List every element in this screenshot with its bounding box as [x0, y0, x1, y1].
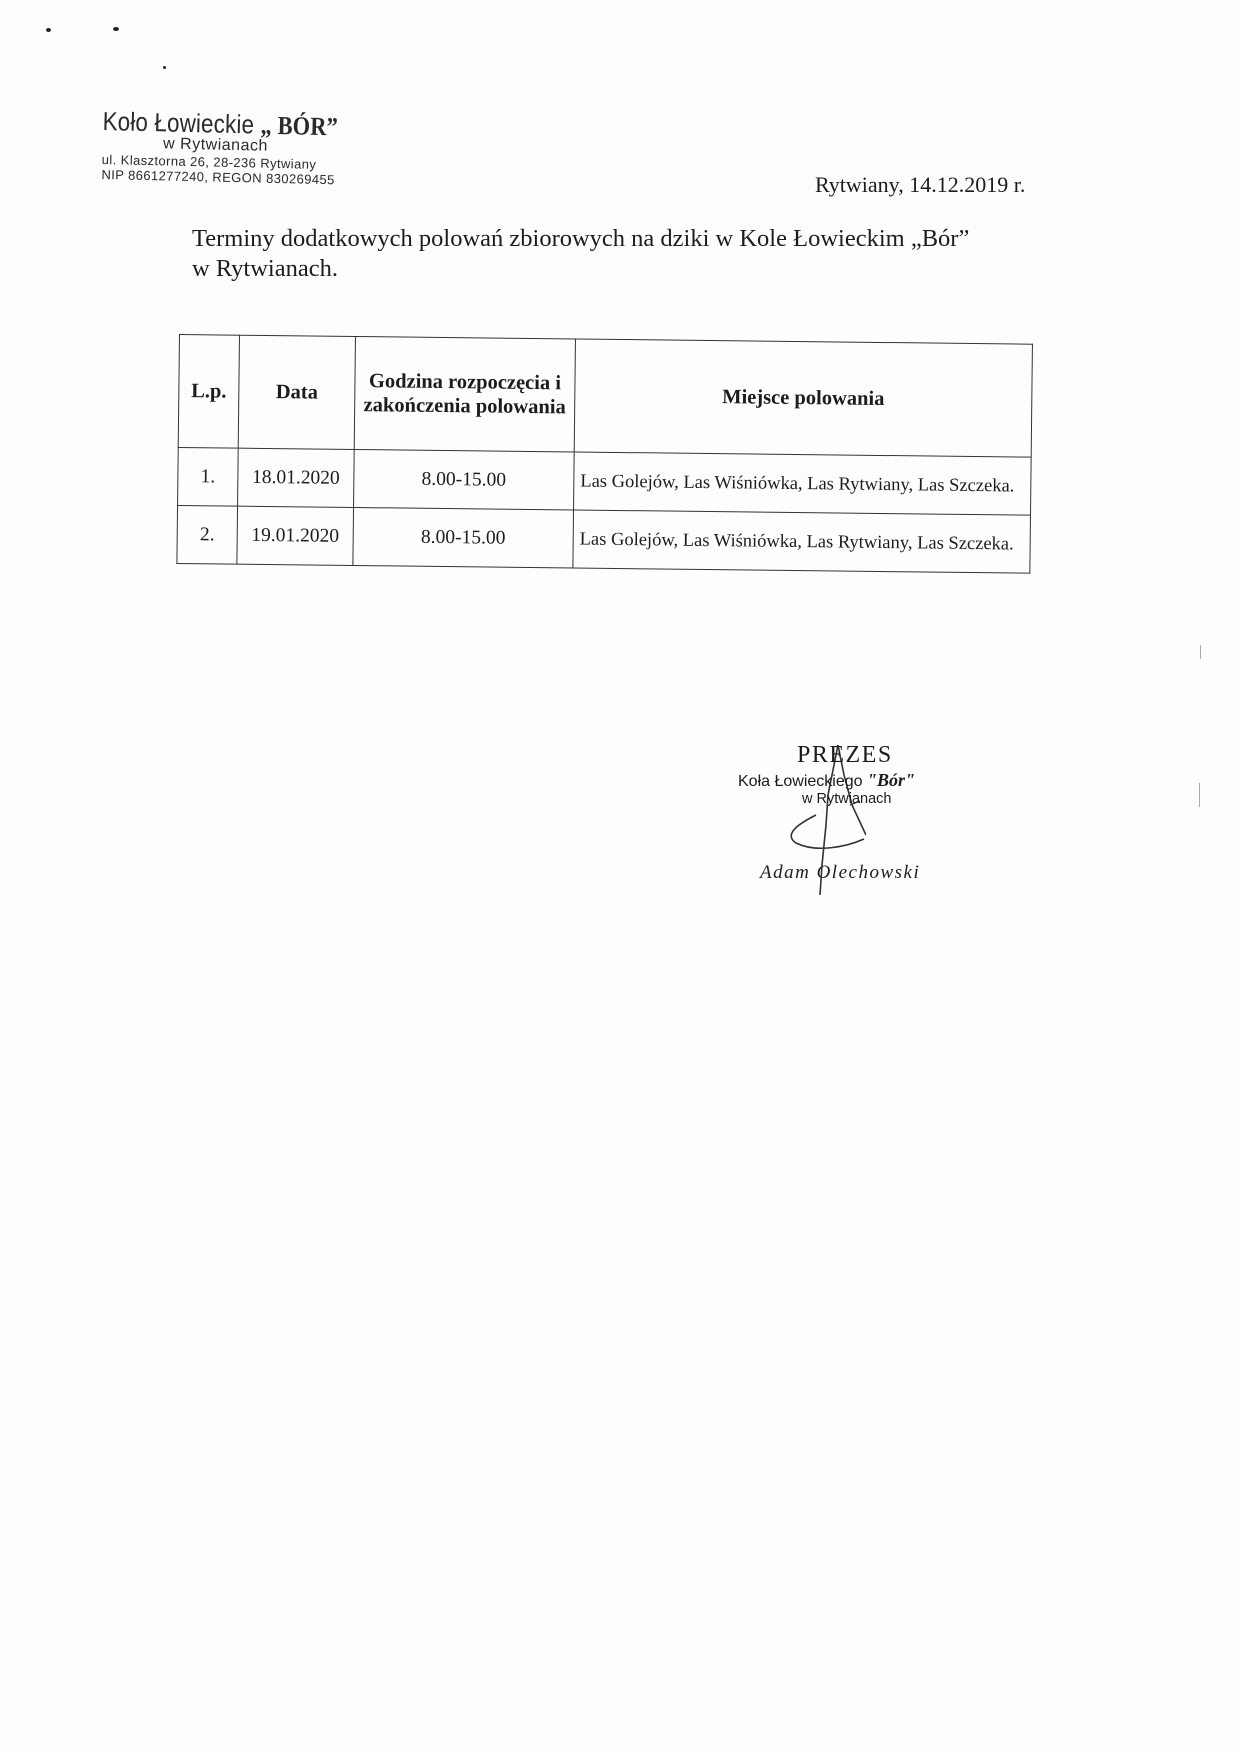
organization-address: ul. Klasztorna 26, 28-236 Rytwiany [101, 151, 317, 172]
president-club-brand: "Bór" [866, 770, 915, 790]
row-lp: 2. [177, 505, 238, 564]
row-lp: 1. [178, 447, 239, 506]
table-row [178, 447, 1032, 515]
scan-edge-mark [1199, 783, 1200, 807]
row-date: 18.01.2020 [238, 448, 355, 507]
document-title [192, 224, 1072, 284]
header-date: Data [238, 335, 355, 449]
organization-brand: „ BÓR” [260, 110, 339, 142]
row-hours: 8.00-15.00 [354, 449, 575, 509]
organization-town: w Rytwianach [162, 135, 269, 155]
header-hours: Godzina rozpoczęcia i zakończenia polowania [354, 337, 575, 452]
president-stamp [730, 742, 990, 892]
president-club-prefix: Koła Łowieckiego [738, 773, 867, 790]
organization-name-prefix: Koło Łowieckie [102, 106, 261, 140]
hunt-schedule-table [176, 334, 1033, 574]
president-title: PREZES [797, 742, 893, 768]
scan-speck [113, 27, 119, 31]
scan-edge-mark [1200, 645, 1201, 659]
scan-speck [46, 28, 51, 32]
organization-ids: NIP 8661277240, REGON 830269455 [101, 166, 335, 188]
organization-name [102, 106, 343, 142]
document-title-line-1: Terminy dodatkowych polowań zbiorowych na dziki w Kole Łowieckim „Bór” [192, 225, 970, 252]
organization-stamp [101, 106, 383, 188]
president-name: Adam Olechowski [760, 862, 921, 883]
row-date: 19.01.2020 [237, 506, 354, 565]
president-town: w Rytwianach [802, 791, 892, 807]
row-location: Las Golejów, Las Wiśniówka, Las Rytwiany, Las Szczeka. [574, 452, 1032, 515]
row-location: Las Golejów, Las Wiśniówka, Las Rytwiany, Las Szczeka. [573, 510, 1031, 573]
header-lp: L.p. [178, 335, 239, 449]
header-location: Miejsce polowania [574, 339, 1032, 457]
document-title-line-2: w Rytwianach. [192, 255, 338, 282]
president-club [738, 770, 915, 791]
table-row [177, 505, 1031, 573]
place-date: Rytwiany, 14.12.2019 r. [815, 172, 1026, 197]
table-header-row [178, 335, 1032, 458]
scan-speck [163, 66, 166, 69]
row-hours: 8.00-15.00 [353, 507, 574, 567]
